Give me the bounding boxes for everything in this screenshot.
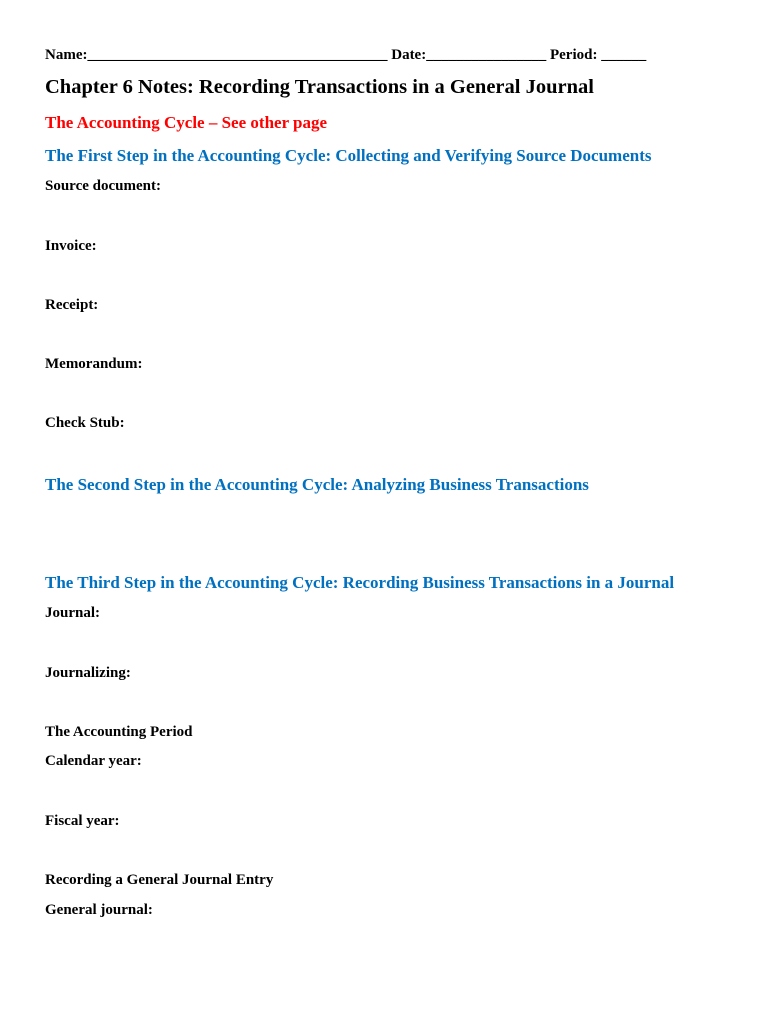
- subheading-general-journal-entry: Recording a General Journal Entry: [45, 872, 274, 888]
- period-blank[interactable]: ______: [601, 47, 647, 63]
- date-blank[interactable]: ________________: [426, 47, 547, 63]
- worksheet-header: [45, 47, 646, 64]
- step3-heading: The Third Step in the Accounting Cycle: Recording Business Transactions in a Journal: [45, 573, 675, 592]
- step1-heading: The First Step in the Accounting Cycle: Collecting and Verifying Source Documents: [45, 146, 652, 165]
- name-blank[interactable]: ________________________________________: [87, 47, 388, 63]
- term-calendar-year: Calendar year:: [45, 753, 142, 769]
- term-journal: Journal:: [45, 605, 101, 621]
- term-check-stub: Check Stub:: [45, 415, 125, 431]
- date-label: Date:: [391, 47, 427, 63]
- term-memorandum: Memorandum:: [45, 356, 143, 372]
- term-general-journal: General journal:: [45, 902, 153, 918]
- term-invoice: Invoice:: [45, 238, 97, 254]
- subheading-accounting-period: The Accounting Period: [45, 724, 193, 740]
- term-receipt: Receipt:: [45, 297, 99, 313]
- name-label: Name:: [45, 47, 88, 63]
- page-title: Chapter 6 Notes: Recording Transactions in a General Journal: [45, 76, 594, 98]
- accounting-cycle-note: The Accounting Cycle – See other page: [45, 113, 328, 132]
- term-journalizing: Journalizing:: [45, 665, 131, 681]
- period-label: Period:: [549, 47, 598, 63]
- term-source-document: Source document:: [45, 178, 161, 194]
- term-fiscal-year: Fiscal year:: [45, 813, 120, 829]
- step2-heading: The Second Step in the Accounting Cycle: Analyzing Business Transactions: [45, 475, 589, 494]
